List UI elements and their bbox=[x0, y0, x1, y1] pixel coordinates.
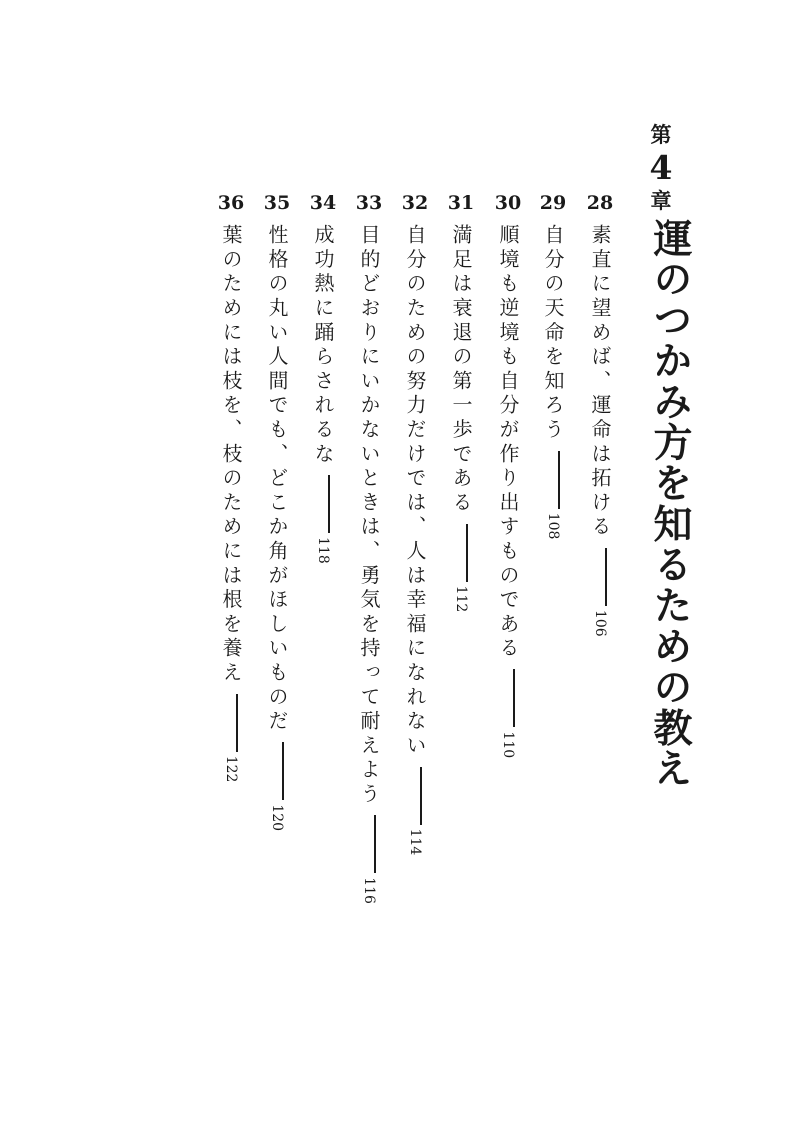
entry-title: 満足は衰退の第一歩である bbox=[449, 224, 473, 516]
entry-number: 30 bbox=[494, 192, 522, 214]
entry-page-number: 106 bbox=[592, 609, 608, 637]
entry-number: 34 bbox=[309, 192, 337, 214]
entry-page-number: 118 bbox=[315, 537, 331, 564]
entry-page-number: 114 bbox=[407, 828, 423, 856]
chapter-label bbox=[626, 124, 696, 211]
leader-rule bbox=[282, 742, 284, 800]
toc-entry-33[interactable] bbox=[346, 190, 392, 904]
entry-title: 自分の天命を知ろう bbox=[541, 224, 565, 443]
leader-rule bbox=[328, 475, 330, 533]
entry-page-number: 120 bbox=[269, 804, 285, 832]
entry-number: 29 bbox=[539, 192, 567, 214]
entry-page-number: 110 bbox=[500, 731, 516, 759]
leader-rule bbox=[374, 815, 376, 873]
toc-entry-30[interactable] bbox=[485, 190, 531, 758]
entry-title: 目的どおりにいかないときは、勇気を持って耐えよう bbox=[357, 224, 381, 808]
entry-title: 順境も逆境も自分が作り出すものである bbox=[496, 224, 520, 662]
toc-entry-29[interactable] bbox=[530, 190, 576, 539]
toc-entry-32[interactable] bbox=[392, 190, 438, 855]
entry-title: 性格の丸い人間でも、どこか角がほしいものだ bbox=[265, 224, 289, 735]
entry-title: 成功熱に踊らされるな bbox=[311, 224, 335, 467]
entry-page-number: 108 bbox=[545, 512, 561, 540]
entry-number: 33 bbox=[355, 192, 383, 214]
leader-rule bbox=[558, 451, 560, 509]
toc-entry-35[interactable] bbox=[254, 190, 300, 831]
entry-page-number: 122 bbox=[223, 755, 239, 783]
entry-number: 28 bbox=[586, 192, 614, 214]
entry-title: 葉のためには枝を、枝のためには根を養え bbox=[219, 224, 243, 686]
entry-page-number: 116 bbox=[361, 877, 377, 904]
entry-number: 36 bbox=[217, 192, 245, 214]
toc-entry-28[interactable] bbox=[577, 190, 623, 637]
toc-entry-34[interactable] bbox=[300, 190, 346, 564]
chapter-title: 運のつかみ方を知るための教え bbox=[647, 218, 693, 790]
entry-number: 35 bbox=[263, 192, 291, 214]
chapter-number: 4 bbox=[649, 148, 673, 187]
leader-rule bbox=[466, 524, 468, 582]
chapter-label-prefix: 第 bbox=[650, 122, 672, 147]
leader-rule bbox=[605, 548, 607, 606]
entry-page-number: 112 bbox=[453, 585, 469, 613]
entry-title: 素直に望めば、運命は拓ける bbox=[588, 224, 612, 540]
chapter-label-suffix: 章 bbox=[650, 188, 672, 213]
toc-entry-31[interactable] bbox=[438, 190, 484, 612]
leader-rule bbox=[513, 669, 515, 727]
leader-rule bbox=[236, 694, 238, 752]
toc-entry-36[interactable] bbox=[208, 190, 254, 782]
leader-rule bbox=[420, 767, 422, 825]
entry-number: 32 bbox=[401, 192, 429, 214]
entry-title: 自分のための努力だけでは、人は幸福になれない bbox=[403, 224, 427, 759]
entry-number: 31 bbox=[447, 192, 475, 214]
